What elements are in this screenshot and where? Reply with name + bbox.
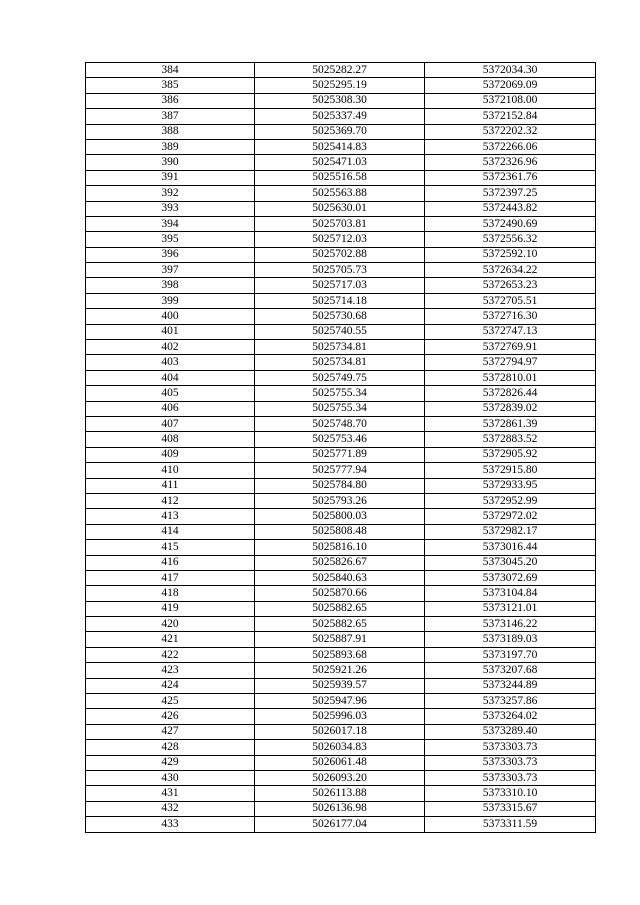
y-coordinate-cell: 5372653.23	[425, 278, 596, 293]
point-number-cell: 411	[86, 478, 255, 493]
table-row	[86, 786, 596, 801]
x-coordinate-cell: 5025870.66	[255, 586, 425, 601]
y-coordinate-cell: 5372952.99	[425, 493, 596, 508]
point-number-cell: 387	[86, 109, 255, 124]
table-row	[86, 293, 596, 308]
point-number-cell: 427	[86, 724, 255, 739]
table-row	[86, 801, 596, 816]
y-coordinate-cell: 5372397.25	[425, 186, 596, 201]
point-number-cell: 400	[86, 309, 255, 324]
point-number-cell: 394	[86, 216, 255, 231]
y-coordinate-cell: 5373264.02	[425, 709, 596, 724]
table-row	[86, 355, 596, 370]
point-number-cell: 392	[86, 186, 255, 201]
x-coordinate-cell: 5025471.03	[255, 155, 425, 170]
table-row	[86, 109, 596, 124]
point-number-cell: 418	[86, 586, 255, 601]
x-coordinate-cell: 5025337.49	[255, 109, 425, 124]
x-coordinate-cell: 5025777.94	[255, 463, 425, 478]
x-coordinate-cell: 5025703.81	[255, 216, 425, 231]
table-row	[86, 817, 596, 832]
point-number-cell: 403	[86, 355, 255, 370]
point-number-cell: 412	[86, 493, 255, 508]
y-coordinate-cell: 5372266.06	[425, 139, 596, 154]
point-number-cell: 433	[86, 817, 255, 832]
table-row	[86, 340, 596, 355]
x-coordinate-cell: 5026061.48	[255, 755, 425, 770]
point-number-cell: 416	[86, 555, 255, 570]
y-coordinate-cell: 5372839.02	[425, 401, 596, 416]
point-number-cell: 408	[86, 432, 255, 447]
point-number-cell: 407	[86, 416, 255, 431]
y-coordinate-cell: 5372905.92	[425, 447, 596, 462]
point-number-cell: 423	[86, 663, 255, 678]
point-number-cell: 397	[86, 263, 255, 278]
point-number-cell: 417	[86, 570, 255, 585]
point-number-cell: 406	[86, 401, 255, 416]
x-coordinate-cell: 5025882.65	[255, 617, 425, 632]
y-coordinate-cell: 5372443.82	[425, 201, 596, 216]
x-coordinate-cell: 5025414.83	[255, 139, 425, 154]
table-row	[86, 493, 596, 508]
x-coordinate-cell: 5025882.65	[255, 601, 425, 616]
x-coordinate-cell: 5025921.26	[255, 663, 425, 678]
y-coordinate-cell: 5372490.69	[425, 216, 596, 231]
point-number-cell: 385	[86, 78, 255, 93]
y-coordinate-cell: 5373016.44	[425, 540, 596, 555]
table-row	[86, 401, 596, 416]
coordinates-table-body	[86, 63, 596, 833]
x-coordinate-cell: 5025714.18	[255, 293, 425, 308]
y-coordinate-cell: 5372634.22	[425, 263, 596, 278]
x-coordinate-cell: 5025734.81	[255, 340, 425, 355]
x-coordinate-cell: 5025630.01	[255, 201, 425, 216]
x-coordinate-cell: 5025734.81	[255, 355, 425, 370]
x-coordinate-cell: 5025887.91	[255, 632, 425, 647]
point-number-cell: 399	[86, 293, 255, 308]
y-coordinate-cell: 5373146.22	[425, 617, 596, 632]
table-row	[86, 170, 596, 185]
y-coordinate-cell: 5372861.39	[425, 416, 596, 431]
point-number-cell: 432	[86, 801, 255, 816]
table-row	[86, 740, 596, 755]
x-coordinate-cell: 5025800.03	[255, 509, 425, 524]
x-coordinate-cell: 5025893.68	[255, 647, 425, 662]
table-row	[86, 247, 596, 262]
x-coordinate-cell: 5025712.03	[255, 232, 425, 247]
point-number-cell: 431	[86, 786, 255, 801]
table-row	[86, 263, 596, 278]
y-coordinate-cell: 5373303.73	[425, 770, 596, 785]
table-row	[86, 155, 596, 170]
point-number-cell: 404	[86, 370, 255, 385]
table-row	[86, 139, 596, 154]
y-coordinate-cell: 5373311.59	[425, 817, 596, 832]
coordinates-table	[85, 62, 596, 833]
x-coordinate-cell: 5025755.34	[255, 386, 425, 401]
point-number-cell: 426	[86, 709, 255, 724]
table-row	[86, 201, 596, 216]
table-row	[86, 370, 596, 385]
point-number-cell: 395	[86, 232, 255, 247]
y-coordinate-cell: 5372747.13	[425, 324, 596, 339]
y-coordinate-cell: 5372361.76	[425, 170, 596, 185]
table-row	[86, 216, 596, 231]
table-row	[86, 463, 596, 478]
table-row	[86, 324, 596, 339]
table-row	[86, 447, 596, 462]
point-number-cell: 414	[86, 524, 255, 539]
table-row	[86, 232, 596, 247]
table-row	[86, 63, 596, 78]
point-number-cell: 401	[86, 324, 255, 339]
table-row	[86, 478, 596, 493]
x-coordinate-cell: 5025369.70	[255, 124, 425, 139]
y-coordinate-cell: 5372883.52	[425, 432, 596, 447]
point-number-cell: 398	[86, 278, 255, 293]
x-coordinate-cell: 5026034.83	[255, 740, 425, 755]
y-coordinate-cell: 5372769.91	[425, 340, 596, 355]
table-row	[86, 124, 596, 139]
table-row	[86, 570, 596, 585]
table-row	[86, 186, 596, 201]
point-number-cell: 419	[86, 601, 255, 616]
table-row	[86, 647, 596, 662]
y-coordinate-cell: 5373207.68	[425, 663, 596, 678]
table-row	[86, 663, 596, 678]
x-coordinate-cell: 5025295.19	[255, 78, 425, 93]
y-coordinate-cell: 5373197.70	[425, 647, 596, 662]
y-coordinate-cell: 5373045.20	[425, 555, 596, 570]
y-coordinate-cell: 5373104.84	[425, 586, 596, 601]
point-number-cell: 415	[86, 540, 255, 555]
point-number-cell: 390	[86, 155, 255, 170]
point-number-cell: 391	[86, 170, 255, 185]
table-row	[86, 416, 596, 431]
x-coordinate-cell: 5025749.75	[255, 370, 425, 385]
x-coordinate-cell: 5025702.88	[255, 247, 425, 262]
point-number-cell: 422	[86, 647, 255, 662]
point-number-cell: 410	[86, 463, 255, 478]
table-row	[86, 755, 596, 770]
table-row	[86, 432, 596, 447]
y-coordinate-cell: 5372716.30	[425, 309, 596, 324]
y-coordinate-cell: 5372794.97	[425, 355, 596, 370]
x-coordinate-cell: 5025793.26	[255, 493, 425, 508]
y-coordinate-cell: 5373315.67	[425, 801, 596, 816]
table-row	[86, 509, 596, 524]
x-coordinate-cell: 5025816.10	[255, 540, 425, 555]
x-coordinate-cell: 5025563.88	[255, 186, 425, 201]
y-coordinate-cell: 5373303.73	[425, 740, 596, 755]
x-coordinate-cell: 5025826.67	[255, 555, 425, 570]
table-row	[86, 770, 596, 785]
y-coordinate-cell: 5372034.30	[425, 63, 596, 78]
table-row	[86, 278, 596, 293]
point-number-cell: 384	[86, 63, 255, 78]
x-coordinate-cell: 5025939.57	[255, 678, 425, 693]
x-coordinate-cell: 5025516.58	[255, 170, 425, 185]
y-coordinate-cell: 5373244.89	[425, 678, 596, 693]
point-number-cell: 425	[86, 694, 255, 709]
y-coordinate-cell: 5372972.02	[425, 509, 596, 524]
x-coordinate-cell: 5025771.89	[255, 447, 425, 462]
y-coordinate-cell: 5372810.01	[425, 370, 596, 385]
y-coordinate-cell: 5372326.96	[425, 155, 596, 170]
y-coordinate-cell: 5373310.10	[425, 786, 596, 801]
point-number-cell: 393	[86, 201, 255, 216]
y-coordinate-cell: 5373257.86	[425, 694, 596, 709]
point-number-cell: 428	[86, 740, 255, 755]
x-coordinate-cell: 5025748.70	[255, 416, 425, 431]
y-coordinate-cell: 5373072.69	[425, 570, 596, 585]
x-coordinate-cell: 5025808.48	[255, 524, 425, 539]
y-coordinate-cell: 5372982.17	[425, 524, 596, 539]
x-coordinate-cell: 5025730.68	[255, 309, 425, 324]
y-coordinate-cell: 5372592.10	[425, 247, 596, 262]
y-coordinate-cell: 5372915.80	[425, 463, 596, 478]
x-coordinate-cell: 5026093.20	[255, 770, 425, 785]
table-row	[86, 617, 596, 632]
x-coordinate-cell: 5025282.27	[255, 63, 425, 78]
x-coordinate-cell: 5026113.88	[255, 786, 425, 801]
table-row	[86, 632, 596, 647]
x-coordinate-cell: 5026136.98	[255, 801, 425, 816]
table-row	[86, 78, 596, 93]
point-number-cell: 430	[86, 770, 255, 785]
x-coordinate-cell: 5026017.18	[255, 724, 425, 739]
point-number-cell: 402	[86, 340, 255, 355]
table-row	[86, 93, 596, 108]
y-coordinate-cell: 5373189.03	[425, 632, 596, 647]
table-row	[86, 586, 596, 601]
table-row	[86, 678, 596, 693]
table-row	[86, 694, 596, 709]
point-number-cell: 386	[86, 93, 255, 108]
x-coordinate-cell: 5025717.03	[255, 278, 425, 293]
x-coordinate-cell: 5025996.03	[255, 709, 425, 724]
point-number-cell: 429	[86, 755, 255, 770]
y-coordinate-cell: 5372933.95	[425, 478, 596, 493]
x-coordinate-cell: 5025753.46	[255, 432, 425, 447]
x-coordinate-cell: 5026177.04	[255, 817, 425, 832]
x-coordinate-cell: 5025784.80	[255, 478, 425, 493]
point-number-cell: 389	[86, 139, 255, 154]
point-number-cell: 409	[86, 447, 255, 462]
table-row	[86, 555, 596, 570]
point-number-cell: 424	[86, 678, 255, 693]
y-coordinate-cell: 5373121.01	[425, 601, 596, 616]
table-row	[86, 386, 596, 401]
x-coordinate-cell: 5025308.30	[255, 93, 425, 108]
point-number-cell: 388	[86, 124, 255, 139]
point-number-cell: 420	[86, 617, 255, 632]
y-coordinate-cell: 5373303.73	[425, 755, 596, 770]
table-row	[86, 524, 596, 539]
x-coordinate-cell: 5025755.34	[255, 401, 425, 416]
table-row	[86, 709, 596, 724]
point-number-cell: 405	[86, 386, 255, 401]
y-coordinate-cell: 5373289.40	[425, 724, 596, 739]
y-coordinate-cell: 5372705.51	[425, 293, 596, 308]
table-row	[86, 540, 596, 555]
y-coordinate-cell: 5372556.32	[425, 232, 596, 247]
x-coordinate-cell: 5025705.73	[255, 263, 425, 278]
y-coordinate-cell: 5372202.32	[425, 124, 596, 139]
x-coordinate-cell: 5025840.63	[255, 570, 425, 585]
table-row	[86, 724, 596, 739]
x-coordinate-cell: 5025740.55	[255, 324, 425, 339]
y-coordinate-cell: 5372152.84	[425, 109, 596, 124]
table-row	[86, 309, 596, 324]
table-row	[86, 601, 596, 616]
x-coordinate-cell: 5025947.96	[255, 694, 425, 709]
point-number-cell: 421	[86, 632, 255, 647]
point-number-cell: 413	[86, 509, 255, 524]
y-coordinate-cell: 5372826.44	[425, 386, 596, 401]
point-number-cell: 396	[86, 247, 255, 262]
y-coordinate-cell: 5372069.09	[425, 78, 596, 93]
y-coordinate-cell: 5372108.00	[425, 93, 596, 108]
